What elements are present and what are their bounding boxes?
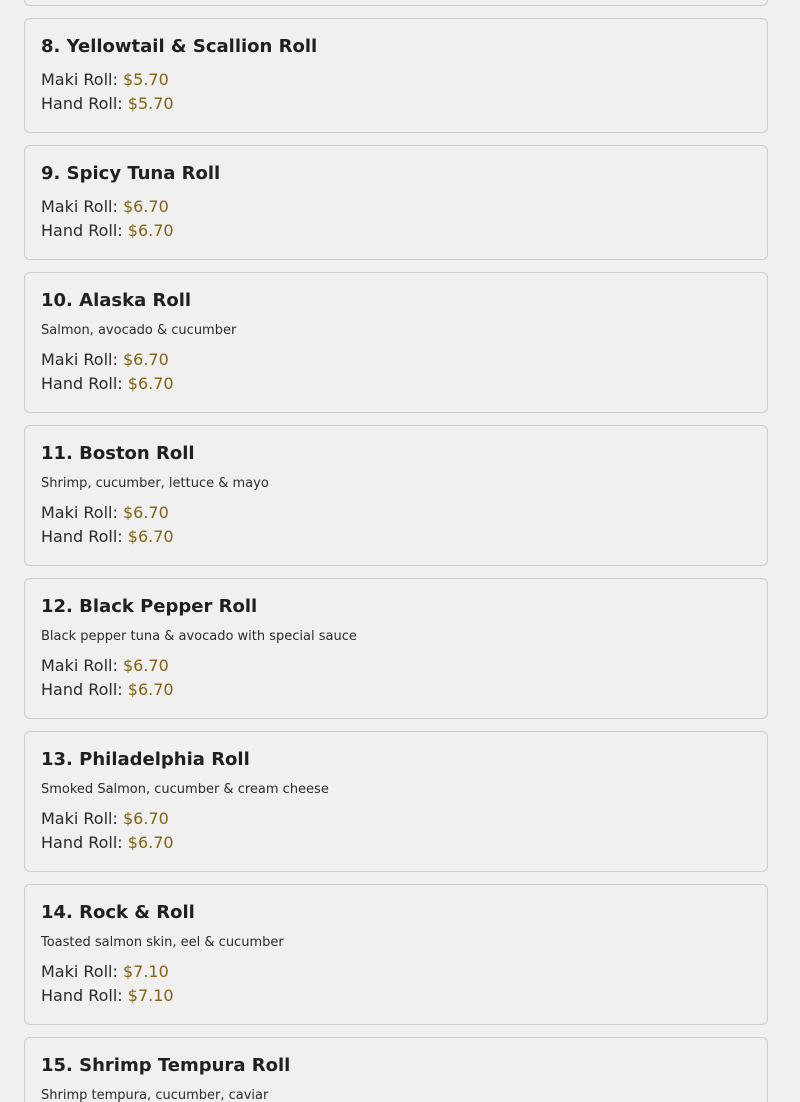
price-label: Maki Roll: [41, 962, 118, 981]
menu-card[interactable] [24, 425, 768, 566]
price-label: Maki Roll: [41, 809, 118, 828]
price-line [41, 984, 751, 1008]
price-value: $6.70 [127, 374, 174, 393]
price-label: Maki Roll: [41, 70, 118, 89]
price-line [41, 678, 751, 702]
price-value: $5.70 [122, 70, 169, 89]
menu-card[interactable] [24, 1037, 768, 1102]
menu-item-title: 12. Black Pepper Roll [41, 596, 258, 617]
menu-card[interactable] [24, 578, 768, 719]
price-value: $5.70 [127, 94, 174, 113]
menu-item-title: 15. Shrimp Tempura Roll [41, 1055, 291, 1076]
price-label: Hand Roll: [41, 374, 123, 393]
price-label: Hand Roll: [41, 986, 123, 1005]
menu-item-title: 14. Rock & Roll [41, 902, 195, 923]
price-line [41, 960, 751, 984]
price-value: $6.70 [127, 680, 174, 699]
price-value: $7.10 [127, 986, 174, 1005]
price-value: $7.10 [122, 962, 169, 981]
menu-item-list [24, 0, 768, 1102]
menu-item-title: 8. Yellowtail & Scallion Roll [41, 36, 318, 57]
price-line [41, 807, 751, 831]
price-label: Hand Roll: [41, 680, 123, 699]
menu-item-title: 9. Spicy Tuna Roll [41, 163, 221, 184]
price-value: $6.70 [122, 197, 169, 216]
menu-item-description: Smoked Salmon, cucumber & cream cheese [41, 782, 329, 797]
price-line [41, 372, 751, 396]
price-label: Maki Roll: [41, 350, 118, 369]
menu-item-description: Shrimp tempura, cucumber, caviar [41, 1088, 269, 1102]
price-line [41, 195, 751, 219]
price-line [41, 348, 751, 372]
price-label: Maki Roll: [41, 656, 118, 675]
price-label: Hand Roll: [41, 94, 123, 113]
menu-card[interactable] [24, 731, 768, 872]
menu-card[interactable] [24, 145, 768, 260]
price-value: $6.70 [127, 221, 174, 240]
price-value: $6.70 [127, 833, 174, 852]
price-label: Hand Roll: [41, 527, 123, 546]
price-line [41, 654, 751, 678]
menu-item-title: 10. Alaska Roll [41, 290, 192, 311]
price-value: $6.70 [122, 656, 169, 675]
price-value: $6.70 [127, 527, 174, 546]
price-line [41, 525, 751, 549]
menu-item-description: Shrimp, cucumber, lettuce & mayo [41, 476, 269, 491]
price-line [41, 831, 751, 855]
menu-card[interactable] [24, 884, 768, 1025]
price-line [41, 501, 751, 525]
menu-card[interactable] [24, 18, 768, 133]
price-label: Maki Roll: [41, 197, 118, 216]
menu-card[interactable] [24, 272, 768, 413]
menu-item-description: Black pepper tuna & avocado with special sauce [41, 629, 357, 644]
price-line [41, 68, 751, 92]
price-value: $6.70 [122, 809, 169, 828]
menu-item-title: 11. Boston Roll [41, 443, 195, 464]
price-line [41, 219, 751, 243]
menu-item-title: 13. Philadelphia Roll [41, 749, 250, 770]
price-label: Hand Roll: [41, 833, 123, 852]
menu-item-description: Toasted salmon skin, eel & cucumber [41, 935, 284, 950]
price-line [41, 92, 751, 116]
menu-card-previous[interactable] [24, 0, 768, 6]
price-label: Hand Roll: [41, 221, 123, 240]
price-value: $6.70 [122, 503, 169, 522]
menu-item-description: Salmon, avocado & cucumber [41, 323, 237, 338]
price-label: Maki Roll: [41, 503, 118, 522]
price-value: $6.70 [122, 350, 169, 369]
